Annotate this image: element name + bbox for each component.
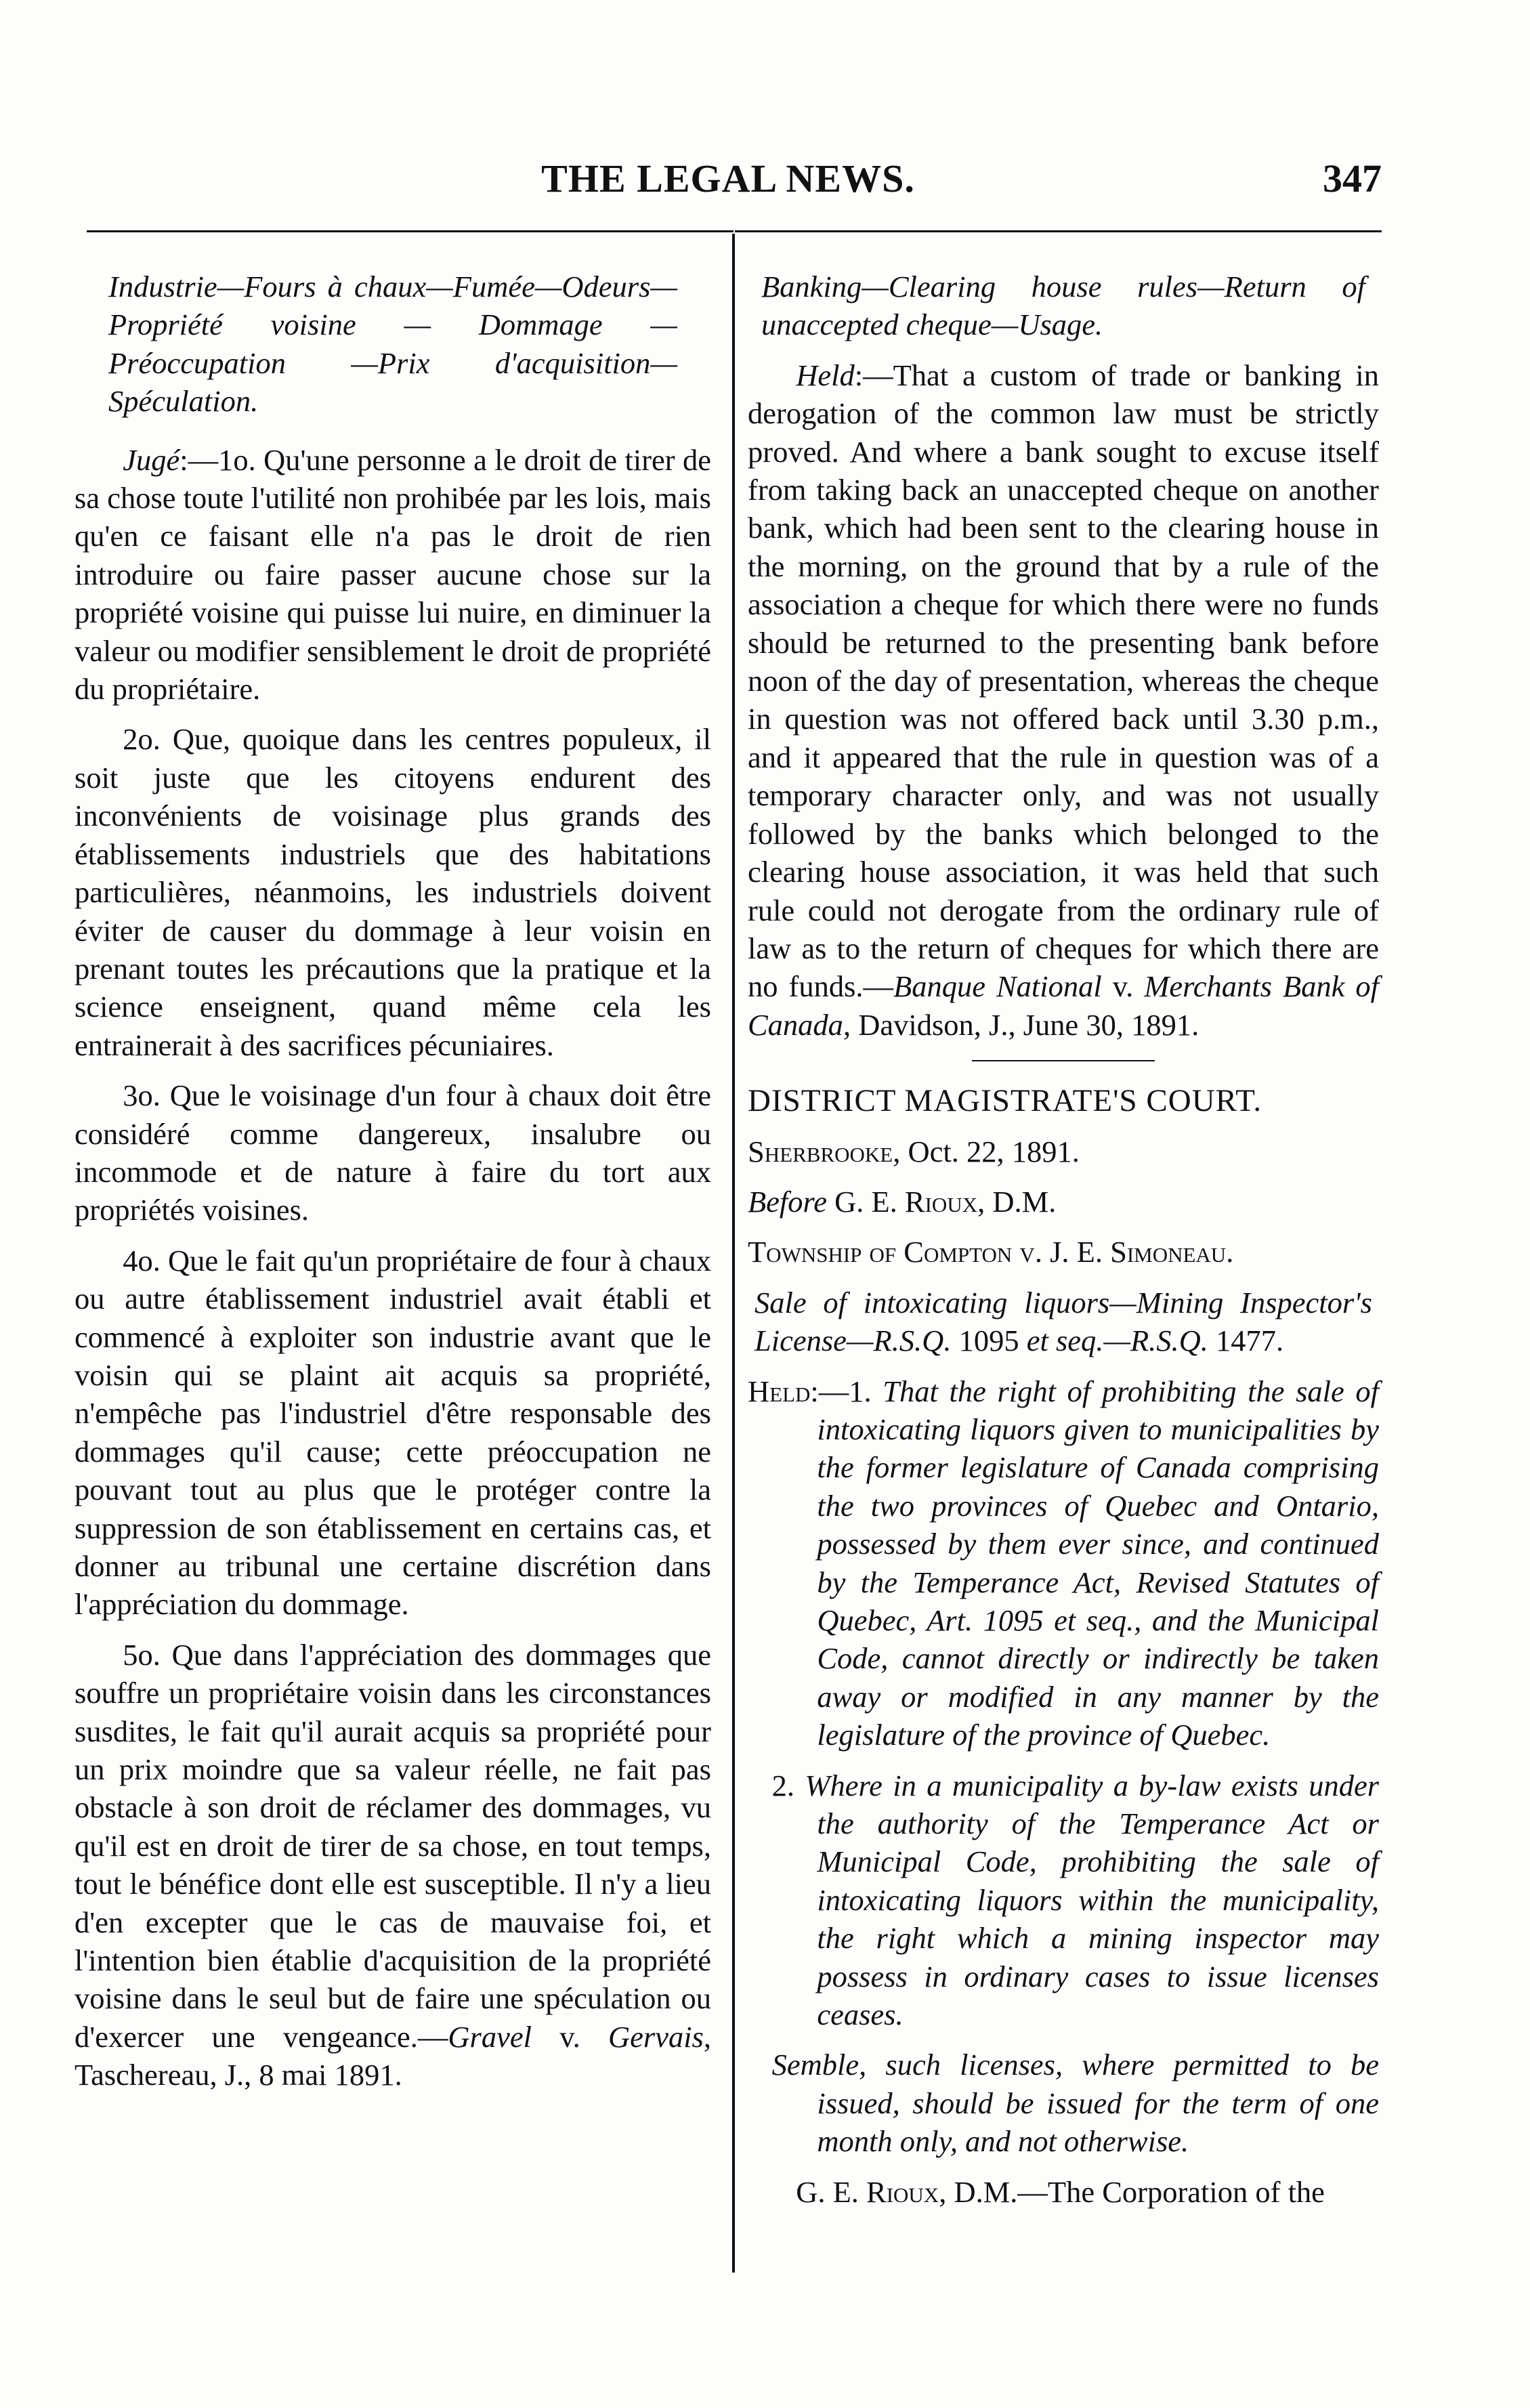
held-item-2 — [748, 1767, 1379, 2034]
right-case-v: v. — [1101, 969, 1145, 1004]
right-case-a: Banque National — [893, 969, 1102, 1004]
opinion-tail: , D.M.—The Corporation of the — [939, 2174, 1325, 2209]
court-date-line — [748, 1133, 1379, 1170]
right-case-tail: , Davidson, J., June 30, 1891. — [843, 1007, 1199, 1042]
left-rubric: Industrie—Fours à chaux—Fumée—Odeurs—Propriété voisine — Dommage —Préoccupation —Prix d'acquisition—Spéculation. — [108, 270, 677, 419]
page-header — [75, 156, 1382, 210]
before-label: Before — [748, 1184, 827, 1219]
before-name: G. E. — [826, 1184, 905, 1219]
left-case-tail: , Taschereau, J., 8 mai 1891. — [75, 2019, 711, 2092]
held-item-1 — [748, 1372, 1379, 1754]
right-rubric-2 — [748, 1284, 1379, 1360]
left-paragraph-5 — [75, 1636, 711, 2094]
left-paragraph-3: 3o. Que le voisinage d'un four à chaux doit être considéré comme dangereux, insalubre ou incommode et de nature à faire du tort aux propriétés voisines. — [75, 1078, 711, 1227]
before-line — [748, 1183, 1379, 1221]
right-column — [748, 268, 1379, 2211]
left-paragraph-5-text: 5o. Que dans l'appréciation des dommages que souffre un propriétaire voisin dans les circonstances susdites, le fait qu'il aurait acquis sa propriété pour un prix moindre que sa valeur réelle, ne fait pas obstacle à son droit de réclamer des dommages, vu qu'il est en droit de tirer de sa chose, en tout temps, tout le bénéfice dont elle est susceptible. Il n'y a lieu d'en excepter que le cas de mauvaise foi, et l'intention bien établie d'acquisition de la propriété voisine dans le seul but de faire une spéculation ou d'exercer une vengeance.— — [75, 1637, 711, 2054]
rubric2-b: 1095 — [951, 1324, 1027, 1358]
left-case-v: v. — [531, 2019, 608, 2054]
held2-item1: That the right of prohibiting the sale of intoxicating liquors given to municipalities by the former legislature of Canada comprising the two provinces of Quebec and Ontario, possessed by them ever since, and continued by the Temperance Act, Revised Statutes of Quebec, Art. 1095 et seq., and the Municipal Code, cannot directly or indirectly be taken away or modified in any manner by the legislature of the province of Quebec. — [817, 1374, 1379, 1752]
header-rule-right — [735, 230, 1382, 232]
held2-item2: Where in a municipality a by-law exists under the authority of the Temperance Act or Municipal Code, prohibiting the sale of intoxicating liquors within the municipality, the right which a mining inspector may possess in ordinary cases to issue licenses ceases. — [805, 1768, 1380, 2032]
juge-label: Jugé — [123, 442, 180, 477]
page-number: 347 — [1323, 156, 1382, 200]
left-paragraph-1-text: :—1o. Qu'une personne a le droit de tirer de sa chose toute l'utilité non prohibée par les lois, mais qu'en ce faisant elle n'a pas le droit de rien introduire ou faire passer aucune chose sur la propriété voisine qui puisse lui nuire, en diminuer la valeur ou modifier sensiblement le droit de propriété du propriétaire. — [75, 442, 711, 706]
left-case-name: Gravel — [448, 2019, 532, 2054]
right-rubric: Banking—Clearing house rules—Return of unaccepted cheque—Usage. — [761, 270, 1365, 342]
left-paragraph-4: 4o. Que le fait qu'un propriétaire de four à chaux ou autre établissement industriel avait établi et commencé à exploiter son industrie avant que le voisin qui se plaint ait acquis sa propriété, n'empêche pas l'industriel d'être responsable des dommages qu'il cause; cette préoccupation ne pouvant tout au plus que le protéger contre la suppression de son établissement en certains cas, et donner au tribunal une certaine discrétion dans l'appréciation du dommage. — [75, 1243, 711, 1622]
left-column — [75, 268, 711, 2094]
left-paragraph-2: 2o. Que, quoique dans les centres populeux, il soit juste que les citoyens endurent des inconvénients de voisinage plus grands des établissements industriels que des habitations particulières, néanmoins, les industriels doivent éviter de causer du dommage à leur voisin en prenant toutes les précautions que la pratique et la science enseignent, quand même cela les entrainerait à des sacrifices pécuniaires. — [75, 722, 711, 1062]
held-label: Held — [796, 358, 855, 392]
court-date: , Oct. 22, 1891. — [893, 1134, 1080, 1168]
held2-num2: 2. — [771, 1768, 805, 1802]
opinion-name: G. E. Rioux — [796, 2174, 939, 2209]
rubric2-a: Sale of intoxicating liquors—Mining Inspector's License—R.S.Q. — [755, 1285, 1372, 1358]
held2-num: :—1. — [810, 1374, 883, 1408]
left-case-other: Gervais — [608, 2019, 704, 2054]
parties-line: Township of Compton v. J. E. Simoneau. — [748, 1235, 1234, 1269]
rubric2-c: et seq.—R.S.Q. — [1026, 1324, 1208, 1358]
section-divider — [972, 1060, 1155, 1061]
opinion-start — [748, 2173, 1379, 2211]
left-paragraph-1 — [75, 441, 711, 709]
semble-note: Semble, such licenses, where permitted to be issued, should be issued for the term of one month only, and not otherwise. — [771, 2048, 1379, 2159]
before-surname: Rioux — [904, 1184, 978, 1219]
running-title: THE LEGAL NEWS. — [541, 156, 915, 200]
right-paragraph-1 — [748, 356, 1379, 1044]
court-title: DISTRICT MAGISTRATE'S COURT. — [748, 1083, 1262, 1119]
right-paragraph-1-text: :—That a custom of trade or banking in derogation of the common law must be strictly proved. And where a bank sought to excuse itself from taking back an unaccepted cheque on another bank, which had been sent to the clearing house in the morning, on the ground that by a rule of the association a cheque for which there were no funds should be returned to the presenting bank before noon of the day of presentation, whereas the cheque in question was not offered back until 3.30 p.m., and it appeared that the rule in question was of a temporary character only, and was not usually followed by the banks which belonged to the clearing house association, it was held that such rule could not derogate from the ordinary rule of law as to the return of cheques for which there are no funds.— — [748, 358, 1379, 1004]
held2-label: Held — [748, 1374, 811, 1408]
rubric2-d: 1477. — [1208, 1324, 1284, 1358]
before-title: , D.M. — [977, 1184, 1057, 1219]
right-case-b: Merchants Bank of Canada — [748, 969, 1379, 1042]
column-divider — [732, 234, 735, 2273]
header-rule-left — [87, 230, 734, 232]
court-place: Sherbrooke — [748, 1134, 893, 1168]
